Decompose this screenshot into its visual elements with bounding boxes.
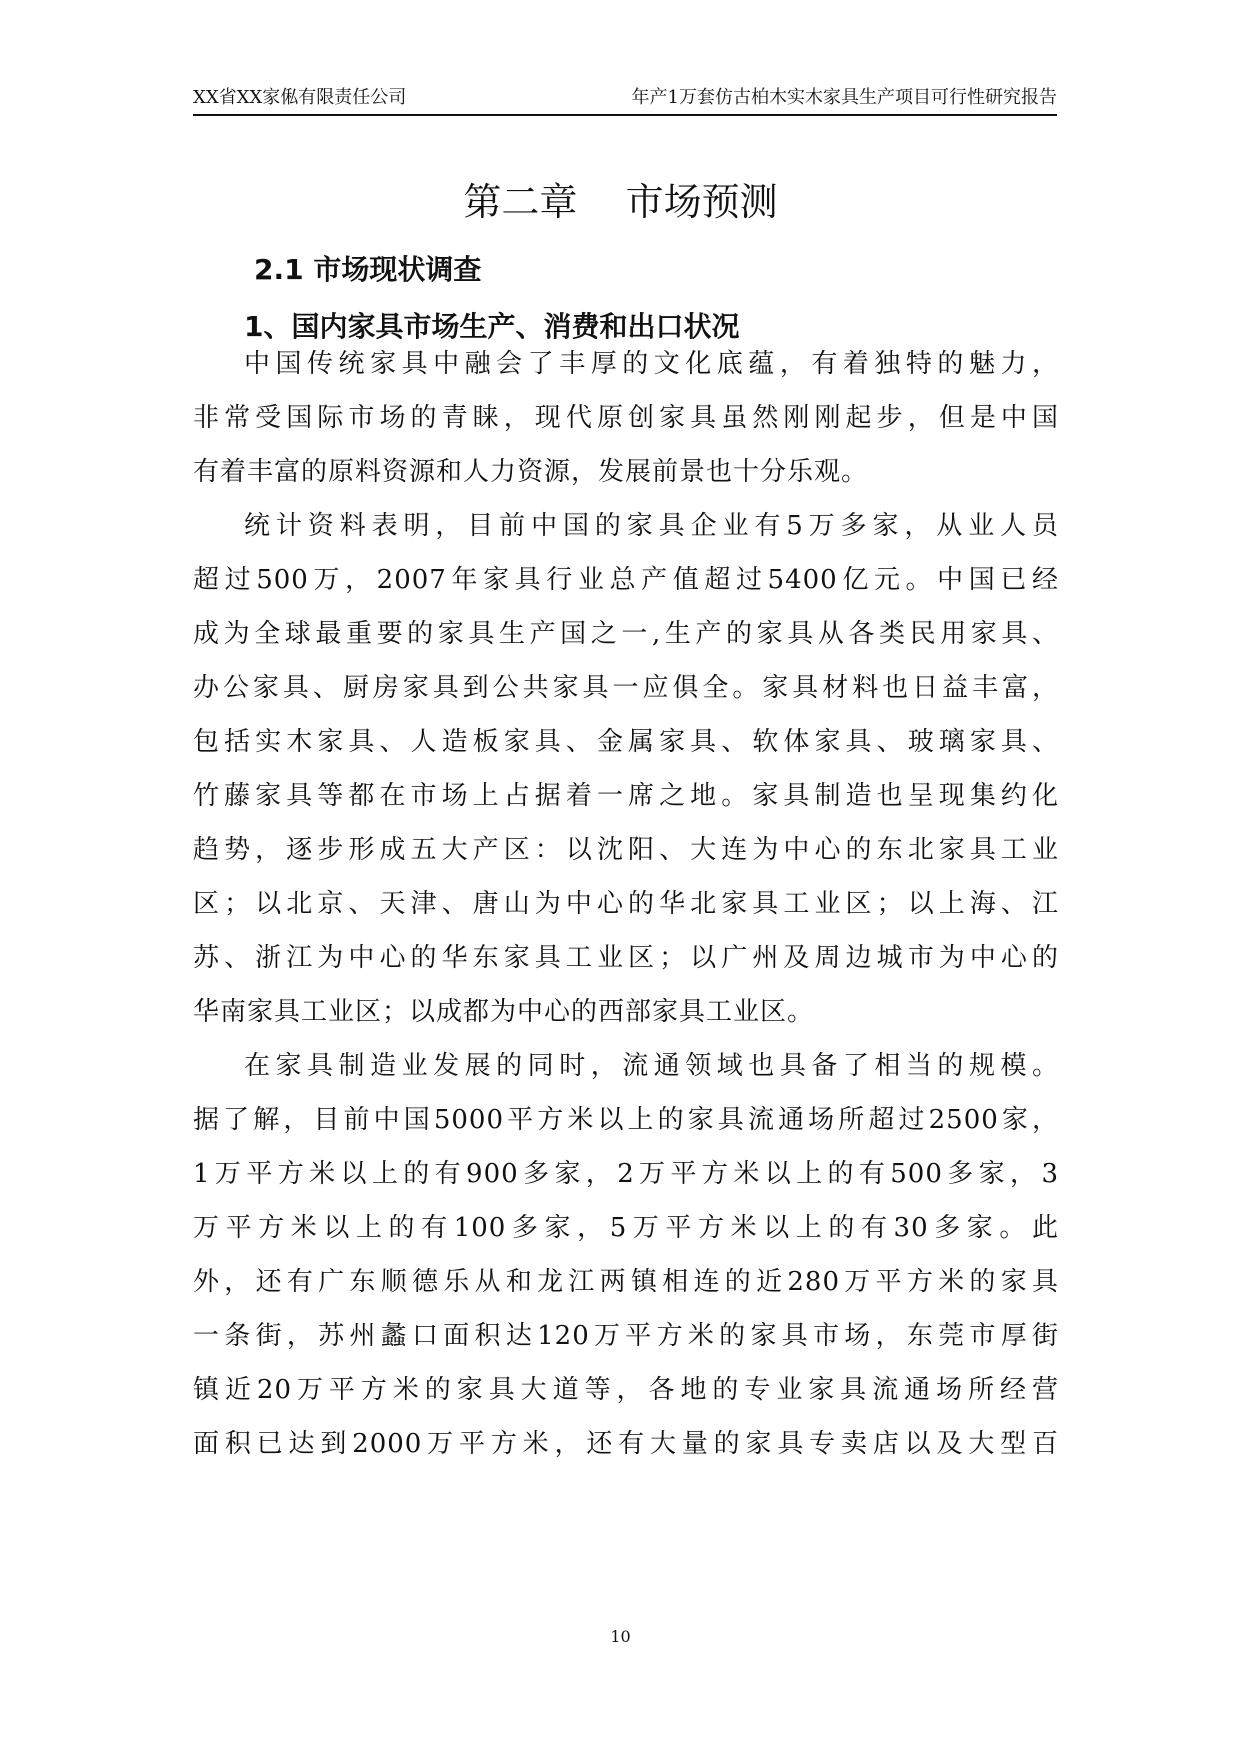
text-line: 在家具制造业发展的同时，流通领域也具备了相当的规模。 <box>244 1051 1059 1081</box>
page-header <box>193 84 1057 116</box>
text-line: 成为全球最重要的家具生产国之一,生产的家具从各类民用家具、 <box>193 619 1059 649</box>
text-line: 一条街，苏州蠡口面积达120万平方米的家具市场，东莞市厚街 <box>193 1321 1059 1351</box>
text-line: 中国传统家具中融会了丰厚的文化底蕴，有着独特的魅力， <box>244 349 1059 379</box>
page-number: 10 <box>610 1627 631 1646</box>
text-line: 竹藤家具等都在市场上占据着一席之地。家具制造也呈现集约化 <box>193 781 1059 811</box>
text-line: 外，还有广东顺德乐从和龙江两镇相连的近280万平方米的家具 <box>193 1267 1059 1297</box>
text-line: 趋势，逐步形成五大产区：以沈阳、大连为中心的东北家具工业 <box>193 835 1059 865</box>
subsection-title: 1、国内家具市场生产、消费和出口状况 <box>244 310 740 343</box>
text-line: 超过500万，2007年家具行业总产值超过5400亿元。中国已经 <box>193 565 1059 595</box>
text-line: 办公家具、厨房家具到公共家具一应俱全。家具材料也日益丰富， <box>193 673 1059 703</box>
text-line: 苏、浙江为中心的华东家具工业区；以广州及周边城市为中心的 <box>193 943 1059 973</box>
text-line: 万平方米以上的有100多家，5万平方米以上的有30多家。此 <box>193 1213 1059 1243</box>
text-line: 面积已达到2000万平方米，还有大量的家具专卖店以及大型百 <box>193 1429 1059 1459</box>
text-line: 非常受国际市场的青睐，现代原创家具虽然刚刚起步，但是中国 <box>193 403 1059 433</box>
text-line: 包括实木家具、人造板家具、金属家具、软体家具、玻璃家具、 <box>193 727 1059 757</box>
section-title: 2.1 市场现状调查 <box>254 253 482 286</box>
text-line: 镇近20万平方米的家具大道等，各地的专业家具流通场所经营 <box>193 1375 1059 1405</box>
text-line: 统计资料表明，目前中国的家具企业有5万多家，从业人员 <box>244 511 1059 541</box>
text-line: 1万平方米以上的有900多家，2万平方米以上的有500多家，3 <box>193 1159 1059 1189</box>
header-report-title: 年产1万套仿古柏木实木家具生产项目可行性研究报告 <box>631 87 1057 108</box>
header-company-name: XX省XX家俬有限责任公司 <box>193 87 407 108</box>
text-line: 据了解，目前中国5000平方米以上的家具流通场所超过2500家， <box>193 1105 1059 1135</box>
chapter-title: 第二章 市场预测 <box>463 180 778 224</box>
text-line: 有着丰富的原料资源和人力资源，发展前景也十分乐观。 <box>193 457 869 487</box>
text-line: 区；以北京、天津、唐山为中心的华北家具工业区；以上海、江 <box>193 889 1059 919</box>
text-line: 华南家具工业区；以成都为中心的西部家具工业区。 <box>193 997 815 1027</box>
